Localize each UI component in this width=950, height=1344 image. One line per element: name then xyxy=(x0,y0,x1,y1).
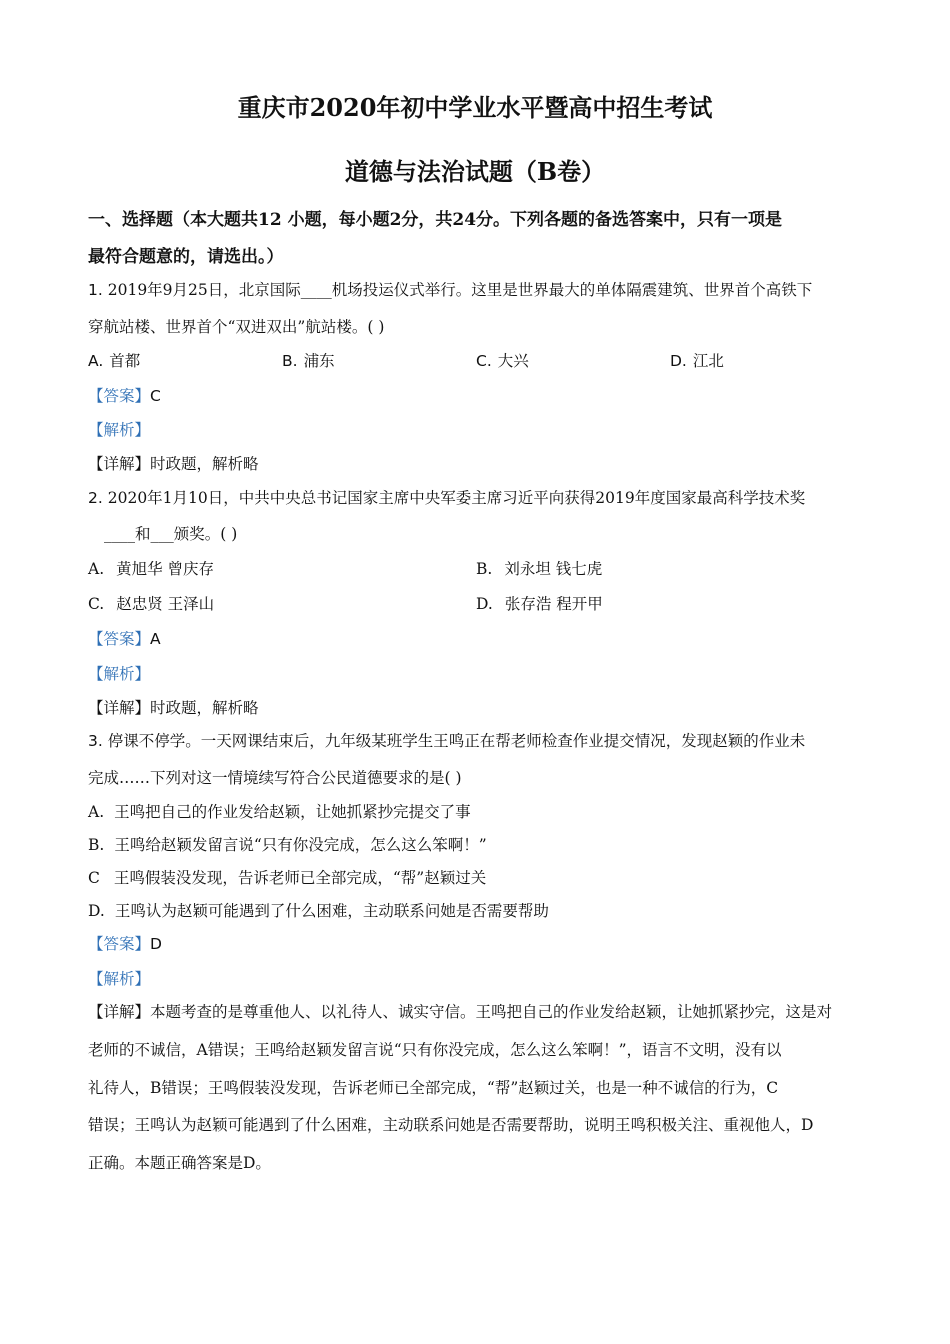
q2-option-b xyxy=(476,557,602,579)
question-number: 3. xyxy=(88,732,103,750)
option-letter: C xyxy=(88,869,100,887)
q1-option-d xyxy=(670,349,724,371)
q3-answer xyxy=(88,932,162,954)
detail-label: 【详解】 xyxy=(88,699,151,717)
question-2-line-2: ____和___颁奖。( ) xyxy=(104,525,238,543)
q1-option-a xyxy=(88,349,140,371)
exam-subtitle: 道德与法治试题（B卷） xyxy=(344,157,606,186)
section-heading-line-1: 一、选择题（本大题共12 小题，每小题2分，共24分。下列各题的备选答案中，只有一项是 xyxy=(88,210,783,230)
option-letter: C. xyxy=(88,595,105,613)
section-heading-line-2: 最符合题意的，请选出。） xyxy=(88,247,284,267)
question-text: 停课不停学。一天网课结束后，九年级某班学生王鸣正在帮老师检查作业提交情况，发现赵颖的作业未 xyxy=(107,732,806,750)
option-text: 大兴 xyxy=(497,352,529,370)
detail-text: 时政题，解析略 xyxy=(150,455,259,473)
option-text: 浦东 xyxy=(303,352,335,370)
question-text: 2020年1月10日，中共中央总书记国家主席中央军委主席习近平向获得2019年度国家最高科学技术奖 xyxy=(107,489,806,507)
answer-label: 【答案】 xyxy=(88,935,151,953)
option-text: 张存浩 程开甲 xyxy=(504,595,603,613)
q3-option-a xyxy=(88,800,471,822)
question-number: 2. xyxy=(88,489,103,507)
detail-label: 【详解】 xyxy=(88,455,151,473)
q2-option-c xyxy=(88,592,214,614)
option-text: 赵忠贤 王泽山 xyxy=(116,595,215,613)
option-text: 王鸣把自己的作业发给赵颖，让她抓紧抄完提交了事 xyxy=(114,803,471,821)
option-letter: B. xyxy=(476,560,493,578)
option-text: 王鸣给赵颖发留言说“只有你没完成，怎么这么笨啊！” xyxy=(114,836,487,854)
detail-text: 本题考查的是尊重他人、以礼待人、诚实守信。王鸣把自己的作业发给赵颖，让她抓紧抄完，这是对 xyxy=(150,1003,833,1021)
option-text: 王鸣假装没发现，告诉老师已全部完成，“帮”赵颖过关 xyxy=(113,869,487,887)
q1-detail xyxy=(88,452,259,474)
q2-analysis-label: 【解析】 xyxy=(88,665,151,683)
option-text: 黄旭华 曾庆存 xyxy=(116,560,215,578)
option-text: 刘永坦 钱七虎 xyxy=(504,560,603,578)
q1-option-b xyxy=(282,349,335,371)
q3-detail-line-5: 正确。本题正确答案是D。 xyxy=(88,1154,271,1172)
detail-text: 时政题，解析略 xyxy=(150,699,259,717)
answer-label: 【答案】 xyxy=(88,387,151,405)
option-letter: B. xyxy=(88,836,105,854)
answer-value: A xyxy=(150,630,161,648)
detail-label: 【详解】 xyxy=(88,1003,151,1021)
option-letter: A. xyxy=(88,803,105,821)
q1-option-c xyxy=(476,349,529,371)
question-2 xyxy=(88,486,805,508)
option-letter: A. xyxy=(88,560,105,578)
option-letter: D. xyxy=(670,352,687,370)
answer-value: D xyxy=(150,935,162,953)
q2-option-d xyxy=(476,592,603,614)
q3-detail xyxy=(88,1000,832,1022)
question-1 xyxy=(88,278,812,300)
question-3 xyxy=(88,729,805,751)
q2-option-a xyxy=(88,557,214,579)
exam-title: 重庆市2020年初中学业水平暨高中招生考试 xyxy=(237,93,713,122)
option-text: 江北 xyxy=(692,352,724,370)
q2-answer xyxy=(88,627,161,649)
option-letter: B. xyxy=(282,352,298,370)
q2-detail xyxy=(88,696,259,718)
option-text: 首都 xyxy=(109,352,141,370)
q1-answer xyxy=(88,384,161,406)
q1-analysis-label: 【解析】 xyxy=(88,421,151,439)
answer-value: C xyxy=(150,387,161,405)
q3-detail-line-3: 礼待人，B错误；王鸣假装没发现，告诉老师已全部完成，“帮”赵颖过关，也是一种不诚信的行为，C xyxy=(88,1079,779,1097)
option-letter: A. xyxy=(88,352,104,370)
question-3-line-2: 完成……下列对这一情境续写符合公民道德要求的是( ) xyxy=(88,769,462,787)
q3-option-d xyxy=(88,899,549,921)
option-letter: C. xyxy=(476,352,492,370)
question-1-line-2: 穿航站楼、世界首个“双进双出”航站楼。( ) xyxy=(88,318,385,336)
q3-option-c xyxy=(88,866,486,888)
answer-label: 【答案】 xyxy=(88,630,151,648)
option-letter: D. xyxy=(476,595,493,613)
option-text: 王鸣认为赵颖可能遇到了什么困难，主动联系问她是否需要帮助 xyxy=(114,902,549,920)
q3-detail-line-4: 错误；王鸣认为赵颖可能遇到了什么困难，主动联系问她是否需要帮助，说明王鸣积极关注、重视他人，D xyxy=(88,1116,814,1134)
question-text: 2019年9月25日，北京国际____机场投运仪式举行。这里是世界最大的单体隔震建筑、世界首个高铁下 xyxy=(107,281,813,299)
question-number: 1. xyxy=(88,281,103,299)
q3-option-b xyxy=(88,833,487,855)
q3-detail-line-2: 老师的不诚信，A错误；王鸣给赵颖发留言说“只有你没完成，怎么这么笨啊！”，语言不文明，没有以 xyxy=(88,1041,782,1059)
option-letter: D. xyxy=(88,902,105,920)
q3-analysis-label: 【解析】 xyxy=(88,970,151,988)
